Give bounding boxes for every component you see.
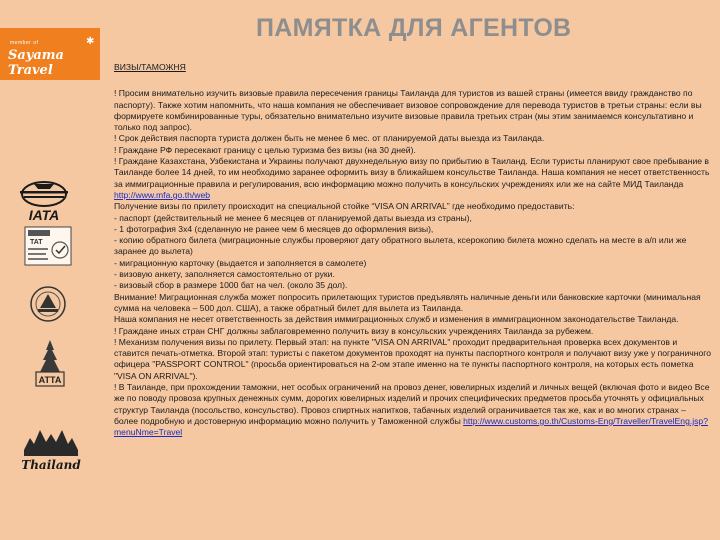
logo-brand: Sayama Travel (8, 48, 64, 78)
paragraph (114, 201, 712, 212)
document-body (114, 62, 712, 439)
paragraph (114, 88, 712, 133)
paragraph (114, 337, 712, 382)
page-title: ПАМЯТКА ДЛЯ АГЕНТОВ (256, 14, 572, 42)
paragraph (114, 269, 712, 280)
atta-text: ATTA (38, 375, 62, 385)
logo-tagline: member of (10, 40, 39, 46)
thailand-text: Thailand (21, 458, 81, 472)
paragraph (114, 326, 712, 337)
paragraph-text: - визовую анкету, заполняется самостоятельно от руки. (114, 269, 335, 280)
paragraph-link[interactable]: http://www.customs.go.th/Customs-Eng/Traveller/TravelEng.jsp?menuNme=Travel (114, 415, 708, 438)
section-heading: ВИЗЫ/ТАМОЖНЯ (114, 62, 186, 72)
paragraph (114, 314, 712, 325)
paragraph (114, 156, 712, 201)
paragraph-text: ! Срок действия паспорта туриста должен быть не менее 6 мес. от планируемой даты выезда из Таиланда. (114, 133, 545, 144)
paragraph-text: - миграционную карточку (выдается и заполняется в самолете) (114, 257, 367, 268)
paragraph-text: ! Граждане Казахстана, Узбекистана и Украины получают двухнедельную визу по прибытию в Таиланд. Если туристы планируют свое пребывание в Таиланде более 14 дней, то им необходимо заранее оформить визу в ближайшем консульстве Таиланда. Наша компания не несет ответственность за иммиграционные правила и регулирования, всю информацию можно получить в консульских учреждениях или же на сайте МИД Таиланда (114, 156, 710, 189)
paragraph (114, 213, 712, 224)
sidebar (0, 0, 108, 540)
tat-text: TAT (30, 239, 43, 246)
paragraph-text: Внимание! Миграционная служба может попросить прилетающих туристов предъявлять наличные деньги или банковские карточки (минимальная сумма на человека – 500 дол. США), а также обратный билет для вылета из Таиланда. (114, 291, 701, 313)
tat-certificate-badge (24, 226, 72, 266)
paragraph (114, 382, 712, 438)
paragraph (114, 258, 712, 269)
paragraph (114, 280, 712, 291)
paragraph (114, 235, 712, 258)
paragraph-text: ! Просим внимательно изучить визовые правила пересечения границы Таиланда для туристов из вашей страны (имеется ввиду гражданство по паспорту). Также хотим напомнить, что наша компания не обеспечивает визовое сопровождение для перевода туристов в третьи страны: если вы формируете комбинированные туры, обязательно внимательно изучите визовые правила третьих стран (мы этим занимаемся консультативно и только под запрос). (114, 88, 702, 133)
paragraph-link[interactable]: http://www.mfa.go.th/web (114, 189, 211, 200)
paragraph-list (114, 88, 712, 438)
thailand-logo (18, 424, 84, 476)
royal-emblem-badge (26, 284, 70, 324)
paragraph-text: Наша компания не несет ответственность за действия иммиграционных служб и изменения в иммиграционном законодательстве Таиланда. (114, 314, 679, 325)
paragraph-text: - визовый сбор в размере 1000 бат на чел. (около 35 дол). (114, 280, 348, 291)
iata-text: IATA (28, 207, 60, 223)
paragraph-text: - копию обратного билета (миграционные службы проверяют дату обратного вылета, ксерокопию билета можно сделать на месте в а/п или же заранее до вылета) (114, 235, 687, 257)
paragraph-text: ! Механизм получения визы по прилету. Первый этап: на пункте "VISA ON ARRIVAL" проходит предварительная проверка всех документов и ставится печать-отметка. Второй этап: туристы с пакетом документов проходят на пункты паспортного контроля и получают визу уже у пограничного офицера "PASSPORT CONTROL" (просьба ориентироваться на 2-ом этапе именно на те пункты паспортного контроля, на которых есть пометка "VISA ON ARRIVAL"). (114, 336, 712, 381)
iata-logo (14, 180, 74, 224)
paragraph (114, 133, 712, 144)
paragraph-text: Получение визы по прилету происходит на специальной стойке “VISA ON ARRIVAL” где необходимо предоставить: (114, 201, 575, 212)
paragraph-text: - паспорт (действительный не менее 6 месяцев от планируемой даты выезда из страны), (114, 212, 472, 223)
sun-icon: ✱ (86, 36, 95, 47)
paragraph-text: ! В Таиланде, при прохождении таможни, нет особых ограничений на провоз денег, ювелирных изделий и личных вещей (включая фото и видео Все же по поводу провоза крупных денежных сумм, дорогих ювелирных изделий и прочих специфических предметов просьба уточнять у официальных структур Таиланда (посольство, консульство). Провоз спиртных напитков, табачных изделий ограничивается так же, как и во многих странах – более подробную и достоверную информацию можно получить у Таможенной службы (114, 382, 710, 426)
paragraph (114, 224, 712, 235)
paragraph-text: - 1 фотография 3х4 (сделанную не ранее чем 6 месяцев до оформления визы), (114, 223, 434, 234)
paragraph (114, 292, 712, 315)
paragraph (114, 145, 712, 156)
paragraph-text: ! Граждане РФ пересекают границу с целью туризма без визы (на 30 дней). (114, 144, 416, 155)
atta-logo (30, 338, 70, 392)
paragraph-text: ! Граждане иных стран СНГ должны заблаговременно получить визу в консульских учреждениях Таиланда за рубежем. (114, 325, 594, 336)
sayama-travel-logo (0, 28, 100, 80)
